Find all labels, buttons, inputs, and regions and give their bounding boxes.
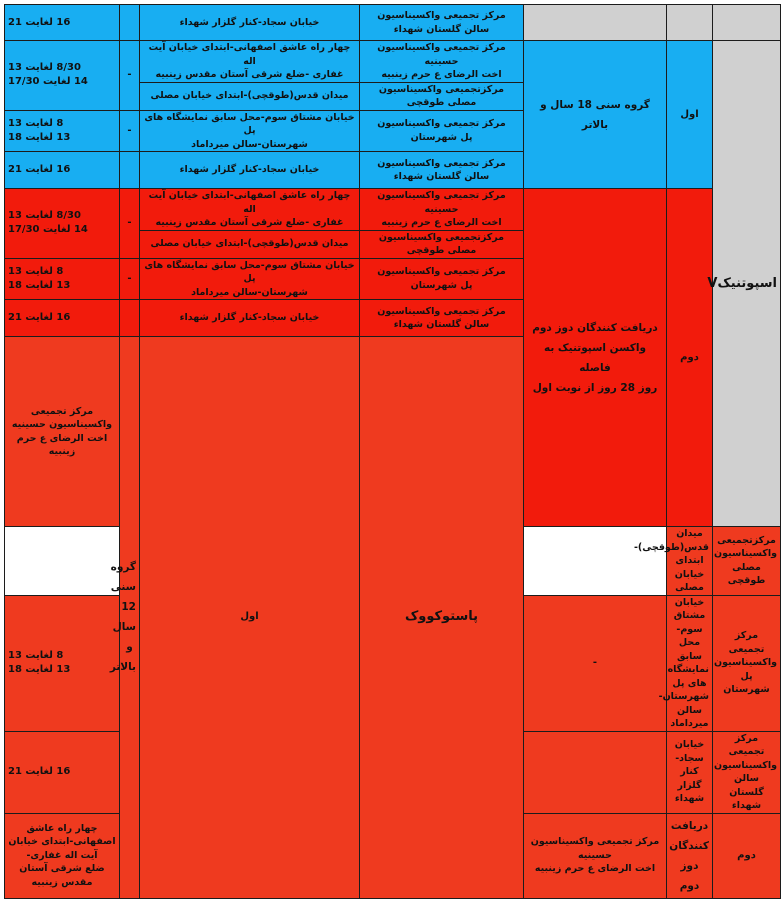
dose-second: دوم [667, 189, 713, 527]
location-cell: میدان قدس(طوقچی)-ابتدای خیابان مصلی [667, 527, 713, 596]
location-cell: چهار راه عاشق اصفهانی-ابتدای خیابان آیت اله غفاری- ضلع شرقی آستان مقدس زینبیه [5, 813, 120, 898]
group-cell [524, 5, 667, 41]
center-cell: مرکز تجمیعی واکسیناسیون پل شهرستان [360, 110, 524, 152]
vaccine-sputnik: اسپوتنیکV [713, 41, 781, 527]
time-cell: 16 لغایت 21 [5, 5, 120, 41]
dash-cell: - [120, 258, 140, 300]
time-cell: 8/30 لغایت 13 14 لغایت 17/30 [5, 41, 120, 111]
center-cell: مرکز تجمیعی واکسیناسیون حسینیه اخت الرضای ع حرم زینبیه [360, 41, 524, 83]
center-cell: مرکز تجمیعی واکسیناسیون سالن گلستان شهداء [360, 152, 524, 189]
center-cell: مرکز تجمیعی واکسیناسیون سالن گلستان شهداء [713, 731, 781, 813]
dash-cell: - [120, 110, 140, 152]
dash-cell [120, 300, 140, 337]
location-cell: میدان قدس(طوقچی)-ابتدای خیابان مصلی [140, 82, 360, 110]
dash-cell [120, 152, 140, 189]
time-cell: 8 لغایت 13 13 لغایت 18 [5, 595, 120, 731]
location-cell: خیابان سجاد-کنار گلزار شهداء [140, 152, 360, 189]
center-cell: مرکز تجمیعی واکسیناسیون حسینیه اخت الرضای ع حرم زینبیه [5, 337, 120, 527]
location-cell: چهار راه عاشق اصفهانی-ابتدای خیابان آیت اله غفاری -ضلع شرقی آستان مقدس زینبیه [140, 189, 360, 231]
time-cell: 8/30 لغایت 13 14 لغایت 17/30 [5, 189, 120, 259]
center-cell: مرکز تجمیعی واکسیناسیون سالن گلستان شهداء [360, 300, 524, 337]
dose-second-b: دوم [713, 813, 781, 898]
center-cell: مرکز تجمیعی واکسیناسیون سالن گلستان شهداء [360, 5, 524, 41]
group-12: گروه سنی 12 سال و بالاتر [120, 337, 140, 899]
vaccine-pasto: پاستوکووک [360, 337, 524, 899]
center-cell: مرکزتجمیعی واکسیناسیون مصلی طوقچی [360, 82, 524, 110]
center-cell: مرکز تجمیعی واکسیناسیون حسینیه اخت الرضای ع حرم زینبیه [360, 189, 524, 231]
dash-cell: - [120, 41, 140, 111]
location-cell: خیابان سجاد-کنار گلزار شهداء [140, 300, 360, 337]
time-cell: 8 لغایت 13 13 لغایت 18 [5, 258, 120, 300]
time-cell: 8 لغایت 13 13 لغایت 18 [5, 110, 120, 152]
dash-cell [524, 731, 667, 813]
group-second: دریافت کنندگان دوز دوم واکسن اسپوتنیک به فاصله روز 28 روز از نوبت اول [524, 189, 667, 527]
time-cell: 16 لغایت 21 [5, 731, 120, 813]
table-row [5, 41, 781, 83]
location-cell: خیابان سجاد-کنار گلزار شهداء [667, 731, 713, 813]
location-cell: چهار راه عاشق اصفهانی-ابتدای خیابان آیت اله غفاری -ضلع شرقی آستان مقدس زینبیه [140, 41, 360, 83]
center-cell: مرکزتجمیعی واکسیناسیون مصلی طوقچی [360, 230, 524, 258]
time-cell: 16 لغایت 21 [5, 152, 120, 189]
dose-first-a: اول [667, 41, 713, 189]
table-row [5, 5, 781, 41]
group-18: گروه سنی 18 سال و بالاتر [524, 41, 667, 189]
location-cell: خیابان سجاد-کنار گلزار شهداء [140, 5, 360, 41]
dose-cell [667, 5, 713, 41]
location-cell: خیابان مشتاق سوم-محل سابق نمایشگاه های پل شهرستان-سالن میرداماد [667, 595, 713, 731]
center-cell: مرکزتجمیعی واکسیناسیون مصلی طوقچی [713, 527, 781, 596]
center-cell: مرکز تجمیعی واکسیناسیون پل شهرستان [360, 258, 524, 300]
vaccination-schedule-table [4, 4, 781, 899]
location-cell: میدان قدس(طوقچی)-ابتدای خیابان مصلی [140, 230, 360, 258]
dash-cell: - [120, 189, 140, 259]
dash-cell: - [524, 595, 667, 731]
dash-cell [120, 5, 140, 41]
vaccine-cell [713, 5, 781, 41]
center-cell: مرکز تجمیعی واکسیناسیون حسینیه اخت الرضای ع حرم زینبیه [524, 813, 667, 898]
time-cell: 16 لغایت 21 [5, 300, 120, 337]
table-row [5, 189, 781, 231]
center-cell: مرکز تجمیعی واکسیناسیون پل شهرستان [713, 595, 781, 731]
location-cell: خیابان مشتاق سوم-محل سابق نمایشگاه های پل شهرستان-سالن میرداماد [140, 110, 360, 152]
dose-first-b: اول [140, 337, 360, 899]
location-cell: خیابان مشتاق سوم-محل سابق نمایشگاه های پل شهرستان-سالن میرداماد [140, 258, 360, 300]
group-second-b: دریافت کنندگان دوز دوم [667, 813, 713, 898]
